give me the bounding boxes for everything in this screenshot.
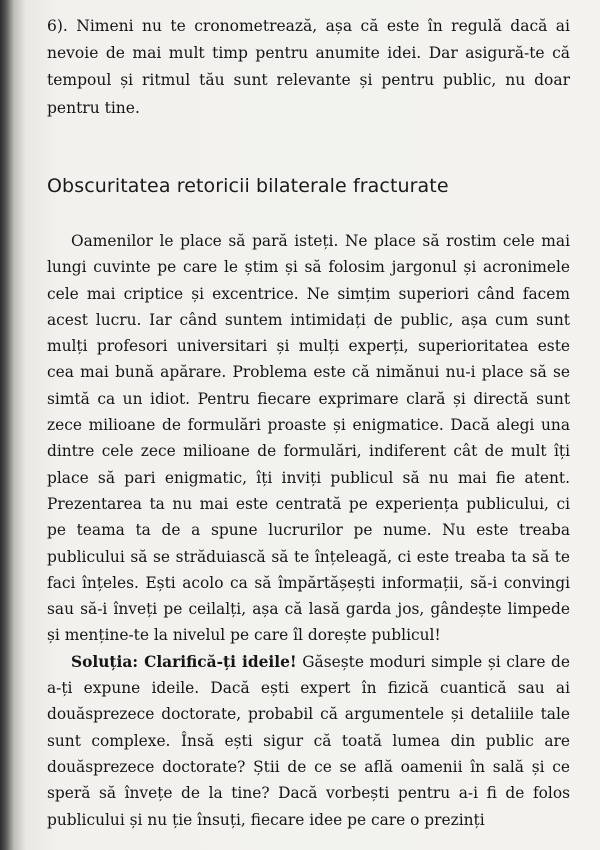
- paragraph-2-text: Găsește moduri simple și clare de a-ți expune ideile. Dacă ești expert în fizică cuantică sau ai douăsprezece doctorate, probabil că argumentele și detaliile tale sunt complexe. Însă ești sigur că toată lumea din public are douăsprezece doctorate? Știi de ce se află oamenii în sală și ce speră să învețe de la tine? Dacă vorbești pentru a-i fi de folos publicului și nu ție însuți, fiecare idee pe care o prezinți: [47, 652, 570, 829]
- paragraph-2: [47, 649, 570, 833]
- section-body: [47, 228, 570, 833]
- section-heading: Obscuritatea retoricii bilaterale fracturate: [47, 175, 449, 197]
- continuation-text: 6). Nimeni nu te cronometrează, așa că este în regulă dacă ai nevoie de mai mult timp pentru anumite idei. Dar asigură-te că tempoul și ritmul tău sunt relevante și pentru public, nu doar pentru tine.: [47, 17, 570, 117]
- continuation-paragraph: [47, 13, 570, 122]
- paragraph-1: Oamenilor le place să pară isteți. Ne place să rostim cele mai lungi cuvinte pe care le știm și să folosim jargonul și acronimele cele mai criptice și excentrice. Ne simțim superiori când facem acest lucru. Iar când suntem intimidați de public, așa cum sunt mulți profesori universitari și mulți experți, superioritatea este cea mai bună apărare. Problema este că nimănui nu-i place să se simtă ca un idiot. Pentru fiecare exprimare clară și directă sunt zece milioane de formulări proaste și enigmatice. Dacă alegi una dintre cele zece milioane de formulări, indiferent cât de mult îți place să pari enigmatic, îți inviți publicul să nu mai fie atent. Prezentarea ta nu mai este centrată pe experiența publicului, ci pe teama ta de a spune lucrurilor pe nume. Nu este treaba publicului să se străduiască să te înțeleagă, ci este treaba ta să te faci înțeles. Ești acolo ca să împărtășești informații, să-i convingi sau să-i înveți pe ceilalți, așa că lasă garda jos, gândește limpede și menține-te la nivelul pe care îl dorește publicul!: [47, 232, 570, 645]
- paragraph-2-lead: Soluția: Clarifică-ți ideile!: [71, 652, 297, 671]
